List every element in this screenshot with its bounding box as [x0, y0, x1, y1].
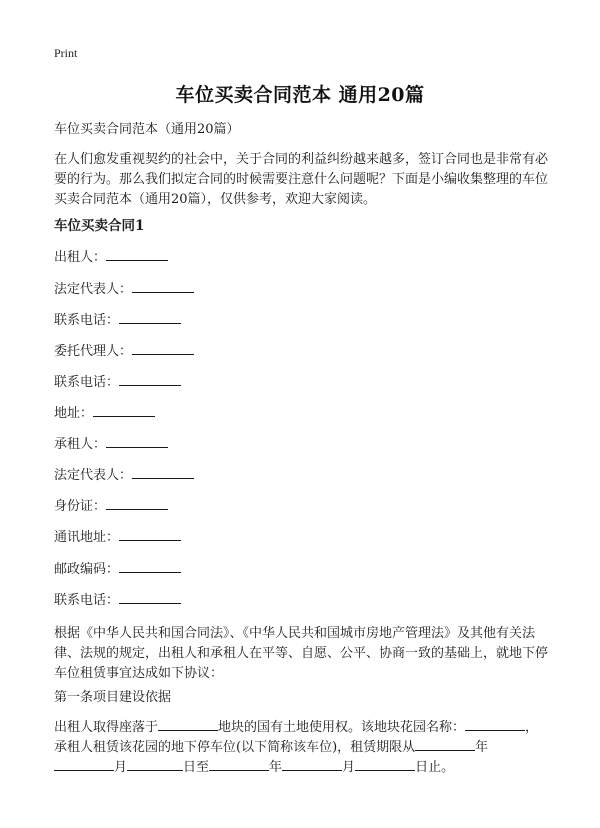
clause-text: ，承租人租赁该花园的地下停车位(以下简称该车位)，租赁期限从	[54, 720, 539, 755]
clause-text: 月	[114, 760, 128, 775]
field-label: 联系电话：	[54, 375, 120, 390]
field-label: 联系电话：	[54, 593, 120, 608]
field-id-card	[54, 497, 168, 517]
blank-line[interactable]	[119, 560, 181, 573]
clause-text: 日止。	[415, 760, 455, 775]
blank-line[interactable]	[282, 758, 342, 771]
blank-line[interactable]	[119, 311, 181, 324]
blank-line[interactable]	[132, 466, 194, 479]
blank-line[interactable]	[132, 280, 194, 293]
field-legal-rep	[54, 280, 194, 300]
print-link[interactable]: Print	[54, 46, 78, 60]
field-label: 承租人：	[54, 437, 107, 452]
blank-line[interactable]	[415, 738, 475, 751]
clause-text: 地块的国有土地使用权。该地块花园名称：	[218, 720, 466, 735]
field-lessee	[54, 435, 168, 455]
field-label: 委托代理人：	[54, 344, 133, 359]
blank-line[interactable]	[106, 248, 168, 261]
blank-line[interactable]	[465, 718, 525, 731]
blank-line[interactable]	[119, 591, 181, 604]
blank-line[interactable]	[119, 528, 181, 541]
clause-text: 出租人取得座落于	[54, 720, 159, 735]
field-label: 出租人：	[54, 250, 107, 265]
field-label: 联系电话：	[54, 313, 120, 328]
clause-text: 年	[475, 740, 489, 755]
field-label: 身份证：	[54, 499, 107, 514]
blank-line[interactable]	[355, 758, 415, 771]
field-mailing-address	[54, 528, 181, 548]
intro-paragraph: 在人们愈发重视契约的社会中，关于合同的利益纠纷越来越多，签订合同也是非常有必要的行为。那么我们拟定合同的时候需要注意什么问题呢？下面是小编收集整理的车位买卖合同范本（通用20篇），仅供参考，欢迎大家阅读。	[54, 152, 549, 207]
field-agent	[54, 342, 194, 362]
field-label: 法定代表人：	[54, 468, 133, 483]
field-label: 邮政编码：	[54, 562, 120, 577]
field-phone	[54, 591, 181, 611]
blank-line[interactable]	[93, 404, 155, 417]
field-label: 法定代表人：	[54, 282, 133, 297]
blank-line[interactable]	[106, 435, 168, 448]
blank-line[interactable]	[158, 718, 218, 731]
blank-line[interactable]	[106, 497, 168, 510]
blank-line[interactable]	[127, 758, 183, 771]
field-legal-rep	[54, 466, 194, 486]
article-heading: 第一条项目建设依据	[54, 690, 172, 705]
blank-line[interactable]	[54, 758, 114, 771]
field-postal-code	[54, 560, 181, 580]
clause-text: 年	[269, 760, 283, 775]
field-lessor	[54, 248, 168, 268]
document-title: 车位买卖合同范本 通用20篇	[175, 84, 425, 106]
clause-paragraph	[54, 718, 549, 778]
blank-line[interactable]	[209, 758, 269, 771]
field-address	[54, 404, 155, 424]
clause-text: 月	[342, 760, 356, 775]
blank-line[interactable]	[132, 342, 194, 355]
blank-line[interactable]	[119, 373, 181, 386]
section-heading: 车位买卖合同1	[54, 218, 145, 234]
clause-text: 日至	[183, 760, 210, 775]
field-label: 通讯地址：	[54, 530, 120, 545]
document-subtitle: 车位买卖合同范本（通用20篇）	[54, 122, 240, 137]
basis-paragraph: 根据《中华人民共和国合同法》、《中华人民共和国城市房地产管理法》及其他有关法律、法规的规定，出租人和承租人在平等、自愿、公平、协商一致的基础上，就地下停车位租赁事宜达成如下协议：	[54, 626, 549, 681]
field-phone	[54, 311, 181, 331]
field-label: 地址：	[54, 406, 94, 421]
field-phone	[54, 373, 181, 393]
